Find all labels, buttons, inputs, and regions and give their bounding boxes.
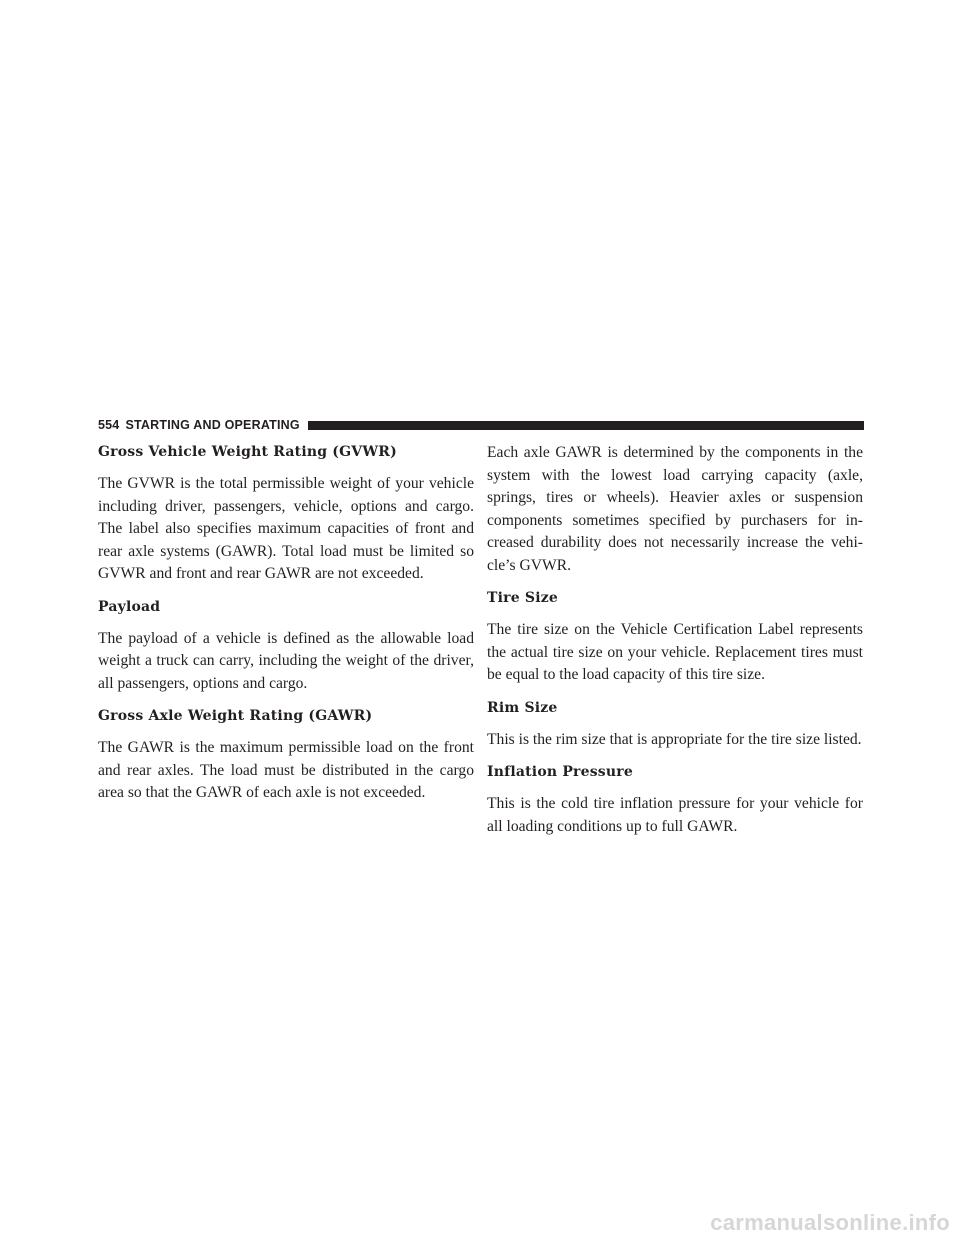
gvwr-paragraph: The GVWR is the total permissible weight of your vehicle including driver, passengers, vehicle, options and cargo. The label also specifies maximum capacities of front and rear axle systems (GAWR). Total load must be limited so GVWR and front and rear GAWR are not exceeded. [98,475,474,582]
rim-size-paragraph: This is the rim size that is appropriate for the tire size listed. [487,730,862,748]
right-column [487,442,863,849]
left-column [98,442,474,816]
page-header [98,418,864,432]
tire-size-paragraph: The tire size on the Vehicle Certification Label represents the actual tire size on your vehicle. Replacement tires must be equal to the load capacity of this tire size. [487,621,863,683]
gawr-paragraph: The GAWR is the maximum permissible load on the front and rear axles. The load must be distributed in the cargo area so that the GAWR of each axle is not exceeded. [98,739,474,801]
inflation-pressure-paragraph: This is the cold tire inflation pressure for your vehicle for all loading conditions up to full GAWR. [487,795,863,835]
rim-size-heading: Rim Size [487,699,558,716]
gawr-continued-paragraph: Each axle GAWR is determined by the components in the system with the lowest load carrying capacity (axle, springs, tires or wheels). Heavier axles or suspension components sometimes specified by purchasers for increased durability does not necessarily increase the vehicle’s GVWR. [487,444,863,574]
gvwr-heading: Gross Vehicle Weight Rating (GVWR) [98,444,397,460]
gawr-heading: Gross Axle Weight Rating (GAWR) [98,708,373,724]
payload-paragraph: The payload of a vehicle is defined as the allowable load weight a truck can carry, including the weight of the driver, all passengers, options and cargo. [98,629,474,692]
inflation-pressure-heading: Inflation Pressure [487,764,633,780]
page-number: 554 [98,418,120,432]
payload-heading: Payload [98,598,161,615]
tire-size-heading: Tire Size [487,590,558,606]
watermark: carmanualsonline.info [710,1210,950,1235]
header-rule [308,421,864,430]
section-title: STARTING AND OPERATING [125,418,300,432]
